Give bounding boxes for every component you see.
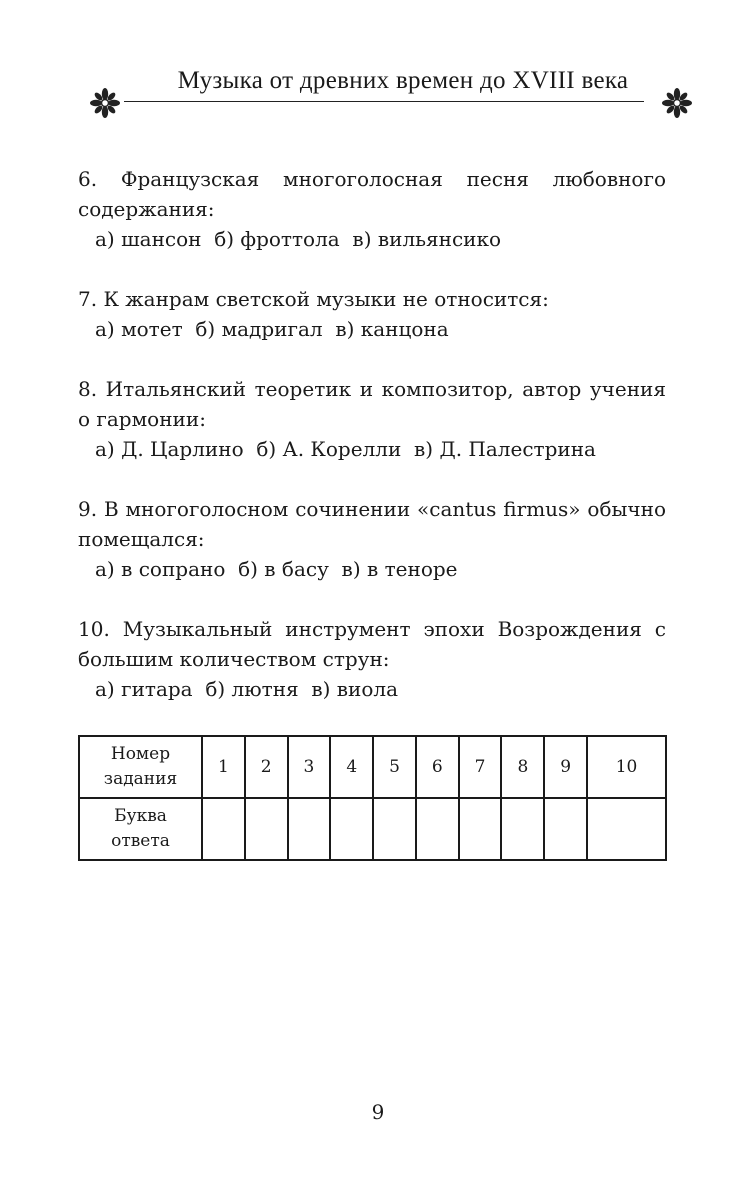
question-8 (78, 374, 666, 464)
question-text: 7. К жанрам светской музыки не относится: (78, 287, 549, 311)
answer-cell[interactable] (416, 798, 459, 860)
row-label: Номер задания (79, 736, 202, 798)
question-6 (78, 164, 666, 254)
page-number: 9 (371, 1100, 385, 1124)
header-rule (124, 101, 644, 102)
question-7 (78, 284, 666, 344)
question-9 (78, 494, 666, 584)
answer-options: а) гитара б) лютня в) виола (95, 677, 399, 701)
task-number-cell: 5 (373, 736, 416, 798)
floral-ornament-icon (88, 86, 122, 120)
answer-cell[interactable] (587, 798, 666, 860)
answer-options: а) мотет б) мадригал в) канцона (95, 317, 449, 341)
answer-table (78, 735, 667, 861)
floral-ornament-icon (660, 86, 694, 120)
answer-cell[interactable] (288, 798, 331, 860)
task-number-cell: 10 (587, 736, 666, 798)
question-text: 6. Французская многоголосная песня любовного содержания: (78, 167, 666, 221)
question-text: 10. Музыкальный инструмент эпохи Возрождения с большим количеством струн: (78, 617, 666, 671)
task-number-cell: 6 (416, 736, 459, 798)
task-number-cell: 2 (245, 736, 288, 798)
answer-options: а) в сопрано б) в басу в) в теноре (95, 557, 458, 581)
task-number-cell: 8 (501, 736, 544, 798)
question-text: 9. В многоголосном сочинении «cantus firmus» обычно помещался: (78, 497, 666, 551)
answer-cell[interactable] (202, 798, 245, 860)
answer-cell[interactable] (330, 798, 373, 860)
answer-options: а) Д. Царлино б) А. Корелли в) Д. Палестрина (95, 437, 596, 461)
task-number-cell: 4 (330, 736, 373, 798)
task-number-cell: 1 (202, 736, 245, 798)
row-label: Буква ответа (79, 798, 202, 860)
table-row (79, 798, 666, 860)
table-row (79, 736, 666, 798)
answer-cell[interactable] (245, 798, 288, 860)
answer-cell[interactable] (501, 798, 544, 860)
answer-cell[interactable] (459, 798, 502, 860)
answer-options: а) шансон б) фроттола в) вильянсико (95, 227, 502, 251)
question-10 (78, 614, 666, 704)
task-number-cell: 3 (288, 736, 331, 798)
task-number-cell: 9 (544, 736, 587, 798)
answer-cell[interactable] (544, 798, 587, 860)
task-number-cell: 7 (459, 736, 502, 798)
question-text: 8. Итальянский теоретик и композитор, автор учения о гармонии: (78, 377, 666, 431)
answer-cell[interactable] (373, 798, 416, 860)
header-title: Музыка от древних времен до XVIII века (177, 67, 629, 94)
